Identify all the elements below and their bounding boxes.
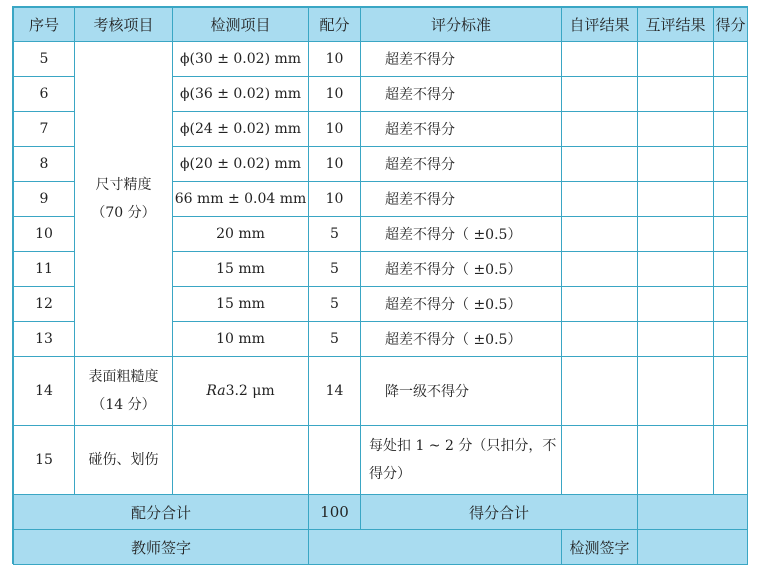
cell-self-eval[interactable] — [562, 112, 638, 147]
cell-item: ϕ(36 ± 0.02) mm — [173, 77, 309, 112]
cell-self-eval[interactable] — [562, 217, 638, 252]
cell-item: 10 mm — [173, 322, 309, 357]
cell-points: 10 — [309, 182, 361, 217]
header-score: 得分 — [714, 8, 748, 42]
cell-peer-eval[interactable] — [638, 77, 714, 112]
cell-criteria: 超差不得分（ ±0.5） — [361, 252, 562, 287]
header-row — [14, 8, 748, 42]
cell-criteria: 降一级不得分 — [361, 357, 562, 426]
cell-item — [173, 357, 309, 426]
total-score-label: 得分合计 — [361, 495, 638, 530]
cell-points: 10 — [309, 112, 361, 147]
total-points-label: 配分合计 — [14, 495, 309, 530]
cell-points: 5 — [309, 287, 361, 322]
table-row — [14, 42, 748, 77]
cell-seq: 11 — [14, 252, 75, 287]
header-category: 考核项目 — [75, 8, 173, 42]
cell-seq: 10 — [14, 217, 75, 252]
cell-item: ϕ(20 ± 0.02) mm — [173, 147, 309, 182]
cell-self-eval[interactable] — [562, 252, 638, 287]
cell-seq: 12 — [14, 287, 75, 322]
cell-peer-eval[interactable] — [638, 322, 714, 357]
total-score-value[interactable] — [638, 495, 748, 530]
cell-peer-eval[interactable] — [638, 426, 714, 495]
cell-peer-eval[interactable] — [638, 42, 714, 77]
totals-row — [14, 495, 748, 530]
cell-points — [309, 426, 361, 495]
cell-criteria: 超差不得分（ ±0.5） — [361, 322, 562, 357]
cell-peer-eval[interactable] — [638, 147, 714, 182]
cell-criteria: 每处扣 1 ~ 2 分（只扣分，不得分） — [361, 426, 562, 495]
cell-score[interactable] — [714, 112, 748, 147]
cell-points: 14 — [309, 357, 361, 426]
cell-criteria: 超差不得分 — [361, 147, 562, 182]
cell-criteria: 超差不得分 — [361, 77, 562, 112]
header-self-eval: 自评结果 — [562, 8, 638, 42]
cell-self-eval[interactable] — [562, 42, 638, 77]
cell-self-eval[interactable] — [562, 426, 638, 495]
cell-criteria: 超差不得分（ ±0.5） — [361, 217, 562, 252]
cell-criteria: 超差不得分 — [361, 112, 562, 147]
cell-points: 5 — [309, 252, 361, 287]
grading-table — [13, 7, 748, 565]
cell-score[interactable] — [714, 322, 748, 357]
cell-self-eval[interactable] — [562, 147, 638, 182]
inspector-sign-label: 检测签字 — [562, 530, 638, 565]
cell-peer-eval[interactable] — [638, 217, 714, 252]
cell-score[interactable] — [714, 252, 748, 287]
cell-self-eval[interactable] — [562, 287, 638, 322]
cell-score[interactable] — [714, 182, 748, 217]
signature-row — [14, 530, 748, 565]
cell-seq: 15 — [14, 426, 75, 495]
cell-criteria: 超差不得分 — [361, 42, 562, 77]
cell-item: 15 mm — [173, 287, 309, 322]
header-peer-eval: 互评结果 — [638, 8, 714, 42]
cell-points: 10 — [309, 77, 361, 112]
cell-seq: 6 — [14, 77, 75, 112]
category-roughness-name: 表面粗糙度 — [88, 369, 159, 385]
cell-item-symbol: Ra — [206, 383, 226, 399]
cell-seq: 7 — [14, 112, 75, 147]
header-item: 检测项目 — [173, 8, 309, 42]
cell-item: ϕ(24 ± 0.02) mm — [173, 112, 309, 147]
cell-item: ϕ(30 ± 0.02) mm — [173, 42, 309, 77]
cell-peer-eval[interactable] — [638, 182, 714, 217]
cell-self-eval[interactable] — [562, 182, 638, 217]
header-points: 配分 — [309, 8, 361, 42]
category-dimension-points: （70 分） — [91, 205, 156, 221]
teacher-sign-field[interactable] — [309, 530, 562, 565]
cell-criteria: 超差不得分 — [361, 182, 562, 217]
cell-self-eval[interactable] — [562, 77, 638, 112]
cell-points: 10 — [309, 42, 361, 77]
cell-criteria: 超差不得分（ ±0.5） — [361, 287, 562, 322]
cell-score[interactable] — [714, 357, 748, 426]
cell-score[interactable] — [714, 426, 748, 495]
cell-points: 5 — [309, 217, 361, 252]
cell-points: 5 — [309, 322, 361, 357]
total-points-value: 100 — [309, 495, 361, 530]
cell-item: 15 mm — [173, 252, 309, 287]
table-row — [14, 357, 748, 426]
cell-item — [173, 426, 309, 495]
header-seq: 序号 — [14, 8, 75, 42]
table-row — [14, 426, 748, 495]
cell-self-eval[interactable] — [562, 322, 638, 357]
cell-score[interactable] — [714, 147, 748, 182]
cell-peer-eval[interactable] — [638, 357, 714, 426]
cell-self-eval[interactable] — [562, 357, 638, 426]
cell-seq: 13 — [14, 322, 75, 357]
cell-peer-eval[interactable] — [638, 112, 714, 147]
cell-score[interactable] — [714, 287, 748, 322]
cell-peer-eval[interactable] — [638, 287, 714, 322]
teacher-sign-label: 教师签字 — [14, 530, 309, 565]
cell-score[interactable] — [714, 77, 748, 112]
cell-item: 20 mm — [173, 217, 309, 252]
category-dimension-name: 尺寸精度 — [95, 177, 152, 193]
category-dimension — [75, 42, 173, 357]
cell-seq: 9 — [14, 182, 75, 217]
category-roughness-points: （14 分） — [91, 397, 156, 413]
cell-item: 66 mm ± 0.04 mm — [173, 182, 309, 217]
category-damage: 碰伤、划伤 — [75, 426, 173, 495]
header-criteria: 评分标准 — [361, 8, 562, 42]
cell-points: 10 — [309, 147, 361, 182]
cell-seq: 14 — [14, 357, 75, 426]
cell-seq: 8 — [14, 147, 75, 182]
grading-sheet — [12, 6, 748, 564]
cell-seq: 5 — [14, 42, 75, 77]
cell-item-value: 3.2 μm — [225, 383, 275, 399]
cell-score[interactable] — [714, 217, 748, 252]
category-roughness — [75, 357, 173, 426]
inspector-sign-field[interactable] — [638, 530, 748, 565]
cell-peer-eval[interactable] — [638, 252, 714, 287]
cell-score[interactable] — [714, 42, 748, 77]
